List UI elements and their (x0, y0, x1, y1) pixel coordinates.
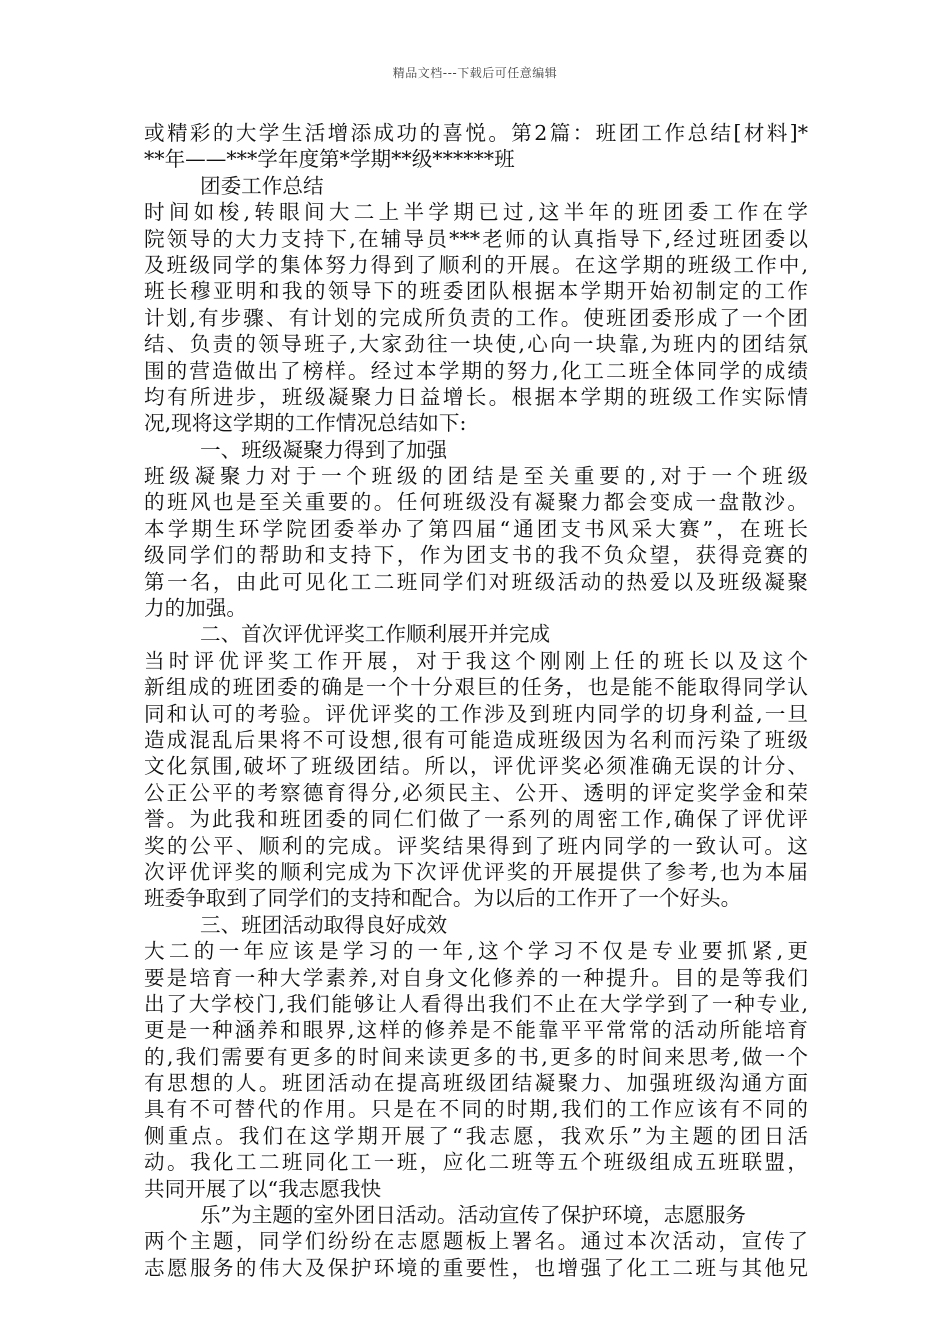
text-line: 誉。为此我和班团委的同仁们做了一系列的周密工作,确保了评优评 (144, 807, 808, 832)
text-line: 的,我们需要有更多的时间来读更多的书,更多的时间来思考,做一个 (144, 1044, 808, 1069)
document-body (144, 120, 808, 1281)
section-heading-line: 团委工作总结 (200, 173, 324, 198)
text-line: 大二的一年应该是学习的一年,这个学习不仅是专业要抓紧,更 (144, 939, 808, 964)
text-line: 力的加强。 (144, 596, 247, 621)
text-line: 班级凝聚力对于一个班级的团结是至关重要的,对于一个班级 (144, 464, 808, 489)
text-line: 两个主题，同学们纷纷在志愿题板上署名。通过本次活动，宣传了 (144, 1229, 808, 1254)
text-line: 次评优评奖的顺利完成为下次评优评奖的开展提供了参考,也为本届 (144, 859, 808, 884)
text-line: 有思想的人。班团活动在提高班级团结凝聚力、加强班级沟通方面 (144, 1071, 808, 1096)
text-line: 同和认可的考验。评优评奖的工作涉及到班内同学的切身利益,一旦 (144, 701, 808, 726)
text-line: 文化氛围,破坏了班级团结。所以，评优评奖必须准确无误的计分、 (144, 754, 808, 779)
text-line: 当时评优评奖工作开展，对于我这个刚刚上任的班长以及这个 (144, 648, 808, 673)
text-line: 级同学们的帮助和支持下，作为团支书的我不负众望，获得竞赛的 (144, 543, 808, 568)
text-line: 班长穆亚明和我的领导下的班委团队根据本学期开始初制定的工作 (144, 279, 808, 304)
text-line: 本学期生环学院团委举办了第四届“通团支书风采大赛”，在班长 (144, 516, 808, 541)
text-line: 公正公平的考察德育得分,必须民主、公开、透明的评定奖学金和荣 (144, 780, 808, 805)
text-line: 新组成的班团委的确是一个十分艰巨的任务，也是能不能取得同学认 (144, 675, 808, 700)
section-heading-line: 三、班团活动取得良好成效 (200, 912, 448, 937)
text-line: 要是培育一种大学素养,对自身文化修养的一种提升。目的是等我们 (144, 965, 808, 990)
text-line: 第一名，由此可见化工二班同学们对班级活动的热爱以及班级凝聚 (144, 569, 808, 594)
section-heading-line: 二、首次评优评奖工作顺利展开并完成 (200, 622, 551, 647)
text-line: 结、负责的领导班子,大家劲往一块使,心向一块靠,为班内的团结氛 (144, 332, 808, 357)
text-line: 奖的公平、顺利的完成。评奖结果得到了班内同学的一致认可。这 (144, 833, 808, 858)
text-line: 及班级同学的集体努力得到了顺利的开展。在这学期的班级工作中, (144, 252, 808, 277)
page-header: 精品文档---下载后可任意编辑 (392, 66, 558, 80)
text-line: 时间如梭,转眼间大二上半学期已过,这半年的班团委工作在学 (144, 200, 808, 225)
text-line: 更是一种涵养和眼界,这样的修养是不能靠平平常常的活动所能培育 (144, 1018, 808, 1043)
text-line: 班委争取到了同学们的支持和配合。为以后的工作开了一个好头。 (144, 886, 742, 911)
section-heading-line: 乐”为主题的室外团日活动。活动宣传了保护环境，志愿服务 (200, 1203, 746, 1228)
text-line: 均有所进步，班级凝聚力日益增长。根据本学期的班级工作实际情 (144, 384, 808, 409)
text-line: 的班风也是至关重要的。任何班级没有凝聚力都会变成一盘散沙。 (144, 490, 808, 515)
section-heading-line: 一、班级凝聚力得到了加强 (200, 437, 448, 462)
text-line: **年——***学年度第*学期**级******班 (144, 147, 515, 172)
text-line: 造成混乱后果将不可设想,很有可能造成班级因为名利而污染了班级 (144, 727, 808, 752)
text-line: 具有不可替代的作用。只是在不同的时期,我们的工作应该有不同的 (144, 1097, 808, 1122)
text-line: 或精彩的大学生活增添成功的喜悦。第2篇：班团工作总结[材料]* (144, 121, 808, 145)
text-line: 共同开展了以“我志愿我快 (144, 1176, 382, 1201)
text-line: 志愿服务的伟大及保护环境的重要性，也增强了化工二班与其他兄 (144, 1255, 808, 1280)
text-line: 动。我化工二班同化工一班，应化二班等五个班级组成五班联盟， (144, 1150, 808, 1175)
text-line: 况,现将这学期的工作情况总结如下: (144, 411, 467, 436)
text-line: 出了大学校门,我们能够让人看得出我们不止在大学学到了一种专业, (144, 991, 808, 1016)
text-line: 围的营造做出了榜样。经过本学期的努力,化工二班全体同学的成绩 (144, 358, 808, 383)
text-line: 侧重点。我们在这学期开展了“我志愿，我欢乐”为主题的团日活 (144, 1123, 808, 1148)
text-line: 计划,有步骤、有计划的完成所负责的工作。使班团委形成了一个团 (144, 305, 808, 330)
text-line: 院领导的大力支持下,在辅导员***老师的认真指导下,经过班团委以 (144, 226, 808, 251)
